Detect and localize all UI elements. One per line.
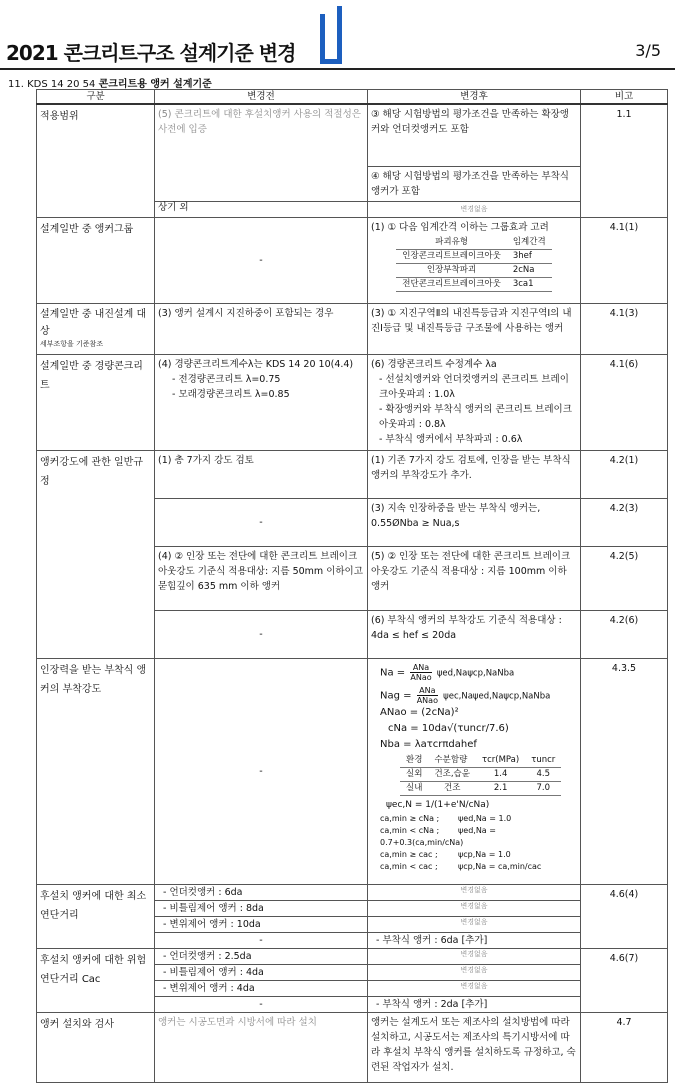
reference-cell: 4.6(7) bbox=[581, 948, 668, 1012]
after-cell: 변경없음 bbox=[368, 201, 581, 217]
mini-cell: 건조 bbox=[428, 781, 476, 795]
after-cell: 변경없음 bbox=[368, 980, 581, 996]
condition-line: ca,min < cac ; ψcp,Na = ca,min/cac bbox=[380, 861, 542, 871]
before-cell: - bbox=[155, 610, 368, 658]
after-line: - 확장앵커와 부착식 앵커의 콘크리트 브레이크아웃파괴 : 0.8λ bbox=[379, 403, 572, 430]
before-cell: - 언더컷앵커 : 6da bbox=[155, 884, 368, 900]
condition-line: ca,min ≥ cac ; ψcp,Na = 1.0 bbox=[380, 849, 511, 859]
after-line: (6) 경량콘크리트 수정계수 λa bbox=[371, 358, 497, 370]
col-note: 비고 bbox=[581, 90, 668, 105]
after-cell: 변경없음 bbox=[368, 884, 581, 900]
after-cell: (3) ① 지진구역Ⅱ의 내진특등급과 지진구역Ⅰ의 내진Ⅰ등급 및 내진특등급 구조물에 사용하는 앵커 bbox=[368, 303, 581, 354]
before-cell: (1) 총 7가지 강도 검토 bbox=[155, 450, 368, 498]
after-cell: 변경없음 bbox=[368, 948, 581, 964]
before-cell: - bbox=[155, 996, 368, 1012]
condition-line: ca,min < cNa ; ψed,Na = 0.7+0.3(ca,min/cNa) bbox=[380, 825, 496, 847]
before-cell: 앵커는 시공도면과 시방서에 따라 설치 bbox=[155, 1012, 368, 1082]
formula-nag: Nag = $\frac{\text{ANa}}{\text{ANao}}$ ψec,Naψed,Naψcp,NaNba bbox=[380, 685, 551, 705]
mini-cell: 건조,습윤 bbox=[428, 767, 476, 781]
reference-cell: 4.2(3) bbox=[581, 498, 668, 546]
mini-cell: 전단콘크리트브레이크아웃 bbox=[396, 277, 507, 291]
reference-cell: 4.1(3) bbox=[581, 303, 668, 354]
section-title: 콘크리트용 앵커 설계기준 bbox=[98, 79, 212, 90]
mini-cell: 7.0 bbox=[525, 781, 561, 795]
before-cell: - 비틀림제어 앵커 : 8da bbox=[155, 900, 368, 916]
mini-head: τcr(MPa) bbox=[476, 754, 525, 768]
reference-cell: 4.1(6) bbox=[581, 354, 668, 450]
before-cell: - 변위제어 앵커 : 10da bbox=[155, 916, 368, 932]
before-cell: - bbox=[155, 658, 368, 884]
table-row bbox=[37, 658, 668, 884]
formula-na: Na = $\frac{\text{ANa}}{\text{ANao}}$ ψed,Naψcp,NaNba bbox=[380, 662, 515, 682]
mini-cell: 3ca1 bbox=[507, 277, 552, 291]
mini-cell: 실외 bbox=[400, 767, 428, 781]
before-cell: - bbox=[155, 932, 368, 948]
table-row bbox=[37, 1012, 668, 1082]
before-cell: - 변위제어 앵커 : 4da bbox=[155, 980, 368, 996]
reference-cell: 4.6(4) bbox=[581, 884, 668, 948]
mini-cell: 1.4 bbox=[476, 767, 525, 781]
section-heading bbox=[8, 75, 212, 90]
formula-psi-ec: ψec,N = 1/(1+e'N/cNa) bbox=[386, 799, 490, 810]
before-cell: (5) 콘크리트에 대한 후설치앵커 사용의 적절성은 사전에 입증 bbox=[155, 104, 368, 201]
after-cell: - 부착식 앵커 : 2da [추가] bbox=[368, 996, 581, 1012]
reference-cell: 4.1(1) bbox=[581, 217, 668, 303]
row-category: 앵커강도에 관한 일반규정 bbox=[37, 450, 155, 658]
reference-cell: 4.7 bbox=[581, 1012, 668, 1082]
mini-cell: 인장콘크리트브레이크아웃 bbox=[396, 249, 507, 263]
bond-stress-table bbox=[400, 754, 561, 796]
row-category: 후설치 앵커에 대한 위험 연단거리 Cac bbox=[37, 948, 155, 1012]
before-cell: - 언더컷앵커 : 2.5da bbox=[155, 948, 368, 964]
reference-cell: 4.3.5 bbox=[581, 658, 668, 884]
mini-cell: 인장부착파괴 bbox=[396, 263, 507, 277]
condition-line: ca,min ≥ cNa ; ψed,Na = 1.0 bbox=[380, 813, 512, 823]
mini-cell: 4.5 bbox=[525, 767, 561, 781]
after-cell bbox=[368, 217, 581, 303]
before-cell bbox=[155, 354, 368, 450]
change-table bbox=[36, 89, 668, 1083]
row-category: 후설치 앵커에 대한 최소 연단거리 bbox=[37, 884, 155, 948]
before-cell: (4) ② 인장 또는 전단에 대한 콘크리트 브레이크아웃강도 기준식 적용대상: 지름 50mm 이하이고 묻힘깊이 635 mm 이하 앵커 bbox=[155, 546, 368, 610]
col-category: 구분 bbox=[37, 90, 155, 105]
table-row bbox=[37, 450, 668, 498]
reference-cell: 4.2(5) bbox=[581, 546, 668, 610]
page-header bbox=[0, 0, 675, 70]
document-title: 2021 콘크리트구조 설계기준 변경 bbox=[6, 41, 296, 65]
after-line: - 선설치앵커와 언더컷앵커의 콘크리트 브레이크아웃파괴 : 1.0λ bbox=[379, 373, 569, 400]
before-line: (4) 경량콘크리트계수λ는 KDS 14 20 10(4.4) bbox=[158, 358, 354, 370]
after-cell: 변경없음 bbox=[368, 900, 581, 916]
after-cell: 앵커는 설계도서 또는 제조사의 설치방법에 따라 설치하고, 시공도서는 제조사의 특기시방서에 따라 후설치 부착식 앵커를 설치하도록 규정하고, 숙련된 작업자가 설치. bbox=[368, 1012, 581, 1082]
table-row bbox=[37, 104, 668, 166]
reference-cell: 1.1 bbox=[581, 104, 668, 217]
row-category: 설계일반 중 경량콘크리트 bbox=[37, 354, 155, 450]
row-category: 설계일반 중 앵커그룹 bbox=[37, 217, 155, 303]
before-line: - 전경량콘크리트 λ=0.75 bbox=[172, 373, 281, 385]
formula-anao: ANao = (2cNa)² bbox=[380, 706, 459, 718]
category-note: 세부조항을 기준참조 bbox=[40, 339, 104, 348]
critical-spacing-table bbox=[396, 236, 551, 292]
fraction: $\frac{\text{ANa}}{\text{ANao}}$ bbox=[416, 685, 438, 705]
after-cell: ③ 해당 시험방법의 평가조건을 만족하는 확장앵커와 언더컷앵커도 포함 bbox=[368, 104, 581, 166]
after-cell: - 부착식 앵커 : 6da [추가] bbox=[368, 932, 581, 948]
after-cell: 변경없음 bbox=[368, 964, 581, 980]
row-category bbox=[37, 303, 155, 354]
after-cell: (6) 부착식 앵커의 부착강도 기준식 적용대상 : 4da ≤ hef ≤ 20da bbox=[368, 610, 581, 658]
mini-head: 임계간격 bbox=[507, 236, 552, 250]
mini-cell: 2cNa bbox=[507, 263, 552, 277]
formula-nba: Nba = λaτcrπdahef bbox=[380, 738, 477, 750]
row-category: 인장력을 받는 부착식 앵커의 부착강도 bbox=[37, 658, 155, 884]
section-number: 11. KDS 14 20 54 bbox=[8, 79, 96, 90]
after-cell: (5) ② 인장 또는 전단에 대한 콘크리트 브레이크아웃강도 기준식 적용대상 : 지름 100mm 이하 앵커 bbox=[368, 546, 581, 610]
table-row bbox=[37, 303, 668, 354]
reference-cell: 4.2(1) bbox=[581, 450, 668, 498]
header-divider bbox=[0, 68, 675, 70]
table-row bbox=[37, 217, 668, 303]
mini-head: 파괴유형 bbox=[396, 236, 507, 250]
table-row bbox=[37, 948, 668, 964]
after-cell: (3) 지속 인장하중을 받는 부착식 앵커는, 0.55ØNba ≥ Nua,s bbox=[368, 498, 581, 546]
bracket-logo-icon bbox=[320, 6, 342, 64]
table-row bbox=[37, 354, 668, 450]
after-text: (1) ① 다음 임계간격 이하는 그룹효과 고려 bbox=[371, 221, 549, 233]
after-cell: 변경없음 bbox=[368, 916, 581, 932]
page-number: 3/5 bbox=[635, 41, 661, 60]
mini-cell: 실내 bbox=[400, 781, 428, 795]
before-cell: - bbox=[155, 498, 368, 546]
before-cell: - bbox=[155, 217, 368, 303]
row-category: 앵커 설치와 검사 bbox=[37, 1012, 155, 1082]
category-text: 설계일반 중 내진설계 대상 bbox=[40, 308, 147, 337]
table-row bbox=[37, 884, 668, 900]
mini-cell: 2.1 bbox=[476, 781, 525, 795]
table-header-row bbox=[37, 90, 668, 105]
reference-cell: 4.2(6) bbox=[581, 610, 668, 658]
col-after: 변경후 bbox=[368, 90, 581, 105]
mini-head: 환경 bbox=[400, 754, 428, 768]
after-cell bbox=[368, 354, 581, 450]
formula-cna: cNa = 10da√(τuncr/7.6) bbox=[388, 722, 509, 734]
mini-cell: 3hef bbox=[507, 249, 552, 263]
after-line: - 부착식 앵커에서 부착파괴 : 0.6λ bbox=[379, 433, 523, 445]
row-category: 적용범위 bbox=[37, 104, 155, 217]
before-cell: - 비틀림제어 앵커 : 4da bbox=[155, 964, 368, 980]
mini-head: τuncr bbox=[525, 754, 561, 768]
before-cell: (3) 앵커 설계시 지진하중이 포함되는 경우 bbox=[155, 303, 368, 354]
col-before: 변경전 bbox=[155, 90, 368, 105]
formula-cell bbox=[368, 658, 581, 884]
after-cell: (1) 기존 7가지 강도 검토에, 인장을 받는 부착식 앵커의 부착강도가 추가. bbox=[368, 450, 581, 498]
before-cell: 상기 외 bbox=[155, 201, 368, 217]
after-cell: ④ 해당 시험방법의 평가조건을 만족하는 부착식 앵커가 포함 bbox=[368, 166, 581, 201]
mini-head: 수분함량 bbox=[428, 754, 476, 768]
fraction: $\frac{\text{ANa}}{\text{ANao}}$ bbox=[410, 662, 432, 682]
before-line: - 모래경량콘크리트 λ=0.85 bbox=[172, 388, 290, 400]
